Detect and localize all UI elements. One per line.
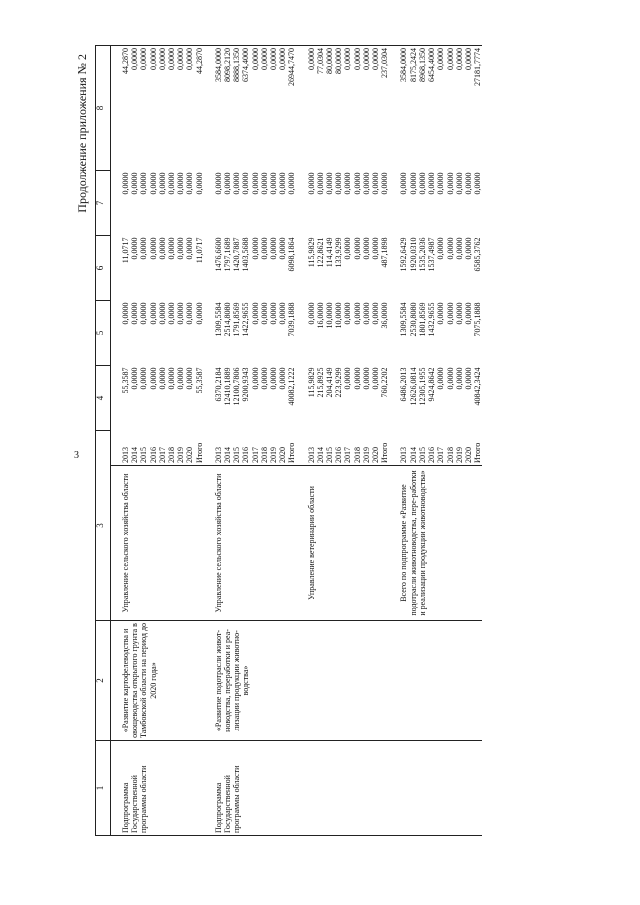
value-c8: 0,0000 [130, 48, 140, 70]
value-c4: 9424,8642 [427, 367, 437, 402]
c8-cell [297, 46, 390, 171]
value-c7: 0,0000 [139, 172, 149, 195]
value-c4: 0,0000 [250, 367, 260, 390]
value-c6: 0,0000 [130, 237, 140, 260]
year-label: 2016 [334, 447, 344, 463]
value-c5: 1432,9655 [427, 302, 437, 337]
value-c6: 0,0000 [436, 237, 446, 260]
value-c7: 0,0000 [436, 172, 446, 195]
value-c6: 1403,5688 [241, 237, 251, 272]
value-c6: 133,9299 [334, 237, 344, 268]
table-row [204, 46, 297, 836]
value-c4: 55,3587 [121, 367, 130, 394]
value-c8: 44,2870 [194, 48, 204, 74]
col-header-2: 2 [96, 621, 111, 741]
value-c8: 0,0000 [167, 48, 177, 70]
rotated-page [75, 46, 575, 846]
year-label: 2013 [306, 447, 316, 463]
c7-cell [204, 171, 297, 236]
value-c5: 10,0000 [325, 302, 335, 329]
value-c8: 8888,1350 [232, 48, 242, 82]
value-c4: 0,0000 [167, 367, 177, 390]
program-name-cell [297, 741, 390, 836]
value-c6: 6585,3762 [473, 237, 483, 272]
c8-cell [204, 46, 297, 171]
value-c4: 12410,1889 [223, 367, 233, 406]
c7-cell [297, 171, 390, 236]
value-c6: 11,0717 [121, 237, 130, 264]
value-c6: 6098,1864 [287, 237, 297, 272]
c6-cell [389, 236, 482, 301]
value-c7: 0,0000 [259, 172, 269, 195]
value-c6: 1797,1689 [223, 237, 233, 272]
value-c6: 1420,7887 [232, 237, 242, 272]
c5-cell [111, 301, 204, 366]
value-c5: 2530,8080 [408, 302, 418, 337]
value-c4: 204,4149 [325, 367, 335, 398]
value-c8: 6374,4000 [241, 48, 251, 82]
value-c5: 1791,8569 [232, 302, 242, 337]
value-c7: 0,0000 [463, 172, 473, 195]
value-c6: 114,4149 [325, 237, 335, 268]
value-c6: 115,9829 [306, 237, 316, 268]
value-c5: 0,0000 [371, 302, 381, 325]
col-header-1: 1 [96, 741, 111, 836]
c6-cell [204, 236, 297, 301]
year-label: 2017 [157, 447, 167, 463]
value-c7: 0,0000 [130, 172, 140, 195]
year-label: 2019 [269, 447, 279, 463]
c7-cell [111, 171, 204, 236]
value-c7: 0,0000 [352, 172, 362, 195]
value-c5: 10,0000 [334, 302, 344, 329]
value-c5: 0,0000 [463, 302, 473, 325]
year-label: 2018 [352, 447, 362, 463]
value-c8: 8175,2424 [408, 48, 418, 82]
value-c8: 26944,7470 [287, 48, 297, 86]
value-c5: 0,0000 [343, 302, 353, 325]
year-label: 2014 [315, 447, 325, 463]
value-c5: 0,0000 [278, 302, 288, 325]
year-label: 2016 [427, 447, 437, 463]
executor-cell: Всего по подпрограмме «Развитие подотрасли животноводства, пере-работки и реализации продукции животноводства» [389, 466, 482, 621]
value-c4: 9200,9343 [241, 367, 251, 402]
value-c8: 0,0000 [454, 48, 464, 70]
value-c6: 0,0000 [250, 237, 260, 260]
value-c8: 3584,0000 [213, 48, 223, 82]
executor-cell: Управление ветеринарии области [297, 466, 390, 621]
value-c7: 0,0000 [343, 172, 353, 195]
value-c5: 0,0000 [259, 302, 269, 325]
year-label: 2017 [250, 447, 260, 463]
value-c5: 0,0000 [361, 302, 371, 325]
value-c8: 44,2870 [121, 48, 130, 74]
subprogram-cell: «Развитие подотрасли живот-новодства, переработки и реа-лизации продукции животно-водства» [204, 621, 297, 741]
value-c6: 0,0000 [454, 237, 464, 260]
value-c6: 0,0000 [259, 237, 269, 260]
c5-cell [389, 301, 482, 366]
value-c8: 80,0000 [325, 48, 335, 74]
value-c6: 0,0000 [352, 237, 362, 260]
program-name-cell [389, 741, 482, 836]
value-c4: 215,8925 [315, 367, 325, 398]
year-label: 2020 [463, 447, 473, 463]
value-c5: 0,0000 [121, 302, 130, 325]
value-c6: 122,8621 [315, 237, 325, 268]
value-c6: 0,0000 [148, 237, 158, 260]
value-c8: 237,0304 [380, 48, 390, 78]
value-c5: 0,0000 [454, 302, 464, 325]
value-c4: 0,0000 [269, 367, 279, 390]
year-label: 2019 [454, 447, 464, 463]
table-row [111, 46, 204, 836]
col-header-5: 5 [96, 301, 111, 366]
value-c4: 0,0000 [148, 367, 158, 390]
value-c8: 8098,2120 [223, 48, 233, 82]
value-c7: 0,0000 [325, 172, 335, 195]
value-c4: 12100,7806 [232, 367, 242, 406]
year-label: 2015 [417, 447, 427, 463]
value-c5: 1801,8569 [417, 302, 427, 337]
value-c5: 0,0000 [436, 302, 446, 325]
value-c7: 0,0000 [287, 172, 297, 195]
value-c8: 0,0000 [185, 48, 195, 70]
year-label: 2020 [278, 447, 288, 463]
year-label: 2015 [325, 447, 335, 463]
year-label: Итого [380, 442, 390, 463]
value-c7: 0,0000 [167, 172, 177, 195]
value-c4: 0,0000 [139, 367, 149, 390]
c8-cell [389, 46, 482, 171]
value-c4: 12626,0814 [408, 367, 418, 406]
value-c5: 0,0000 [352, 302, 362, 325]
value-c7: 0,0000 [334, 172, 344, 195]
value-c5: 0,0000 [306, 302, 316, 325]
subprogram-cell: «Развитие картофелеводства и овощеводства открытого грунта в Тамбовской области на период до 2020 года» [111, 621, 204, 741]
value-c5: 0,0000 [185, 302, 195, 325]
value-c5: 1309,5584 [399, 302, 409, 337]
value-c8: 0,0000 [361, 48, 371, 70]
year-label: Итого [287, 442, 297, 463]
table-row [297, 46, 390, 836]
value-c4: 12305,1955 [417, 367, 427, 406]
value-c8: 8968,1350 [417, 48, 427, 82]
value-c5: 0,0000 [157, 302, 167, 325]
value-c4: 0,0000 [463, 367, 473, 390]
value-c4: 0,0000 [445, 367, 455, 390]
value-c7: 0,0000 [176, 172, 186, 195]
year-label: 2014 [223, 447, 233, 463]
years-cell [297, 431, 390, 466]
value-c6: 487,1898 [380, 237, 390, 268]
c7-cell [389, 171, 482, 236]
value-c7: 0,0000 [278, 172, 288, 195]
value-c6: 1535,2036 [417, 237, 427, 272]
year-label: 2016 [148, 447, 158, 463]
value-c7: 0,0000 [408, 172, 418, 195]
value-c4: 55,3587 [194, 367, 204, 394]
subprogram-cell [389, 621, 482, 741]
value-c8: 0,0000 [148, 48, 158, 70]
value-c5: 0,0000 [445, 302, 455, 325]
value-c7: 0,0000 [371, 172, 381, 195]
value-c8: 80,0000 [334, 48, 344, 74]
value-c5: 16,0000 [315, 302, 325, 329]
c4-cell [297, 366, 390, 431]
value-c5: 0,0000 [130, 302, 140, 325]
value-c6: 0,0000 [343, 237, 353, 260]
value-c6: 1537,4987 [427, 237, 437, 272]
col-header-4: 4 [96, 366, 111, 431]
year-label: 2015 [139, 447, 149, 463]
value-c5: 7075,1888 [473, 302, 483, 337]
year-label: 2014 [408, 447, 418, 463]
value-c7: 0,0000 [315, 172, 325, 195]
value-c6: 0,0000 [463, 237, 473, 260]
value-c8: 0,0000 [463, 48, 473, 70]
value-c8: 0,0000 [343, 48, 353, 70]
column-number-row [96, 46, 111, 836]
value-c5: 0,0000 [148, 302, 158, 325]
value-c5: 0,0000 [139, 302, 149, 325]
value-c7: 0,0000 [194, 172, 204, 195]
year-label: 2014 [130, 447, 140, 463]
value-c8: 0,0000 [139, 48, 149, 70]
value-c5: 36,0000 [380, 302, 390, 329]
value-c4: 0,0000 [157, 367, 167, 390]
col-header-6: 6 [96, 236, 111, 301]
value-c4: 0,0000 [352, 367, 362, 390]
c6-cell [111, 236, 204, 301]
value-c4: 6370,2184 [213, 367, 223, 402]
value-c6: 0,0000 [185, 237, 195, 260]
value-c8: 0,0000 [250, 48, 260, 70]
value-c7: 0,0000 [399, 172, 409, 195]
value-c6: 1592,6429 [399, 237, 409, 272]
year-label: 2016 [241, 447, 251, 463]
value-c8: 0,0000 [278, 48, 288, 70]
value-c8: 0,0000 [157, 48, 167, 70]
value-c8: 0,0000 [371, 48, 381, 70]
value-c7: 0,0000 [361, 172, 371, 195]
value-c7: 0,0000 [380, 172, 390, 195]
program-name-cell: Подпрограмма Государственной программы области [204, 741, 297, 836]
value-c6: 0,0000 [139, 237, 149, 260]
value-c6: 0,0000 [361, 237, 371, 260]
value-c7: 0,0000 [306, 172, 316, 195]
table-row [389, 46, 482, 836]
years-cell [389, 431, 482, 466]
value-c6: 0,0000 [269, 237, 279, 260]
budget-table [95, 45, 482, 836]
c4-cell [111, 366, 204, 431]
value-c4: 0,0000 [176, 367, 186, 390]
value-c5: 0,0000 [250, 302, 260, 325]
year-label: 2020 [371, 447, 381, 463]
year-label: 2019 [361, 447, 371, 463]
year-label: 2013 [399, 447, 409, 463]
value-c8: 0,0000 [306, 48, 316, 70]
value-c4: 223,9299 [334, 367, 344, 398]
value-c4: 0,0000 [278, 367, 288, 390]
c4-cell [204, 366, 297, 431]
value-c7: 0,0000 [250, 172, 260, 195]
col-header-7: 7 [96, 171, 111, 236]
value-c6: 0,0000 [445, 237, 455, 260]
value-c6: 1920,0310 [408, 237, 418, 272]
value-c6: 0,0000 [176, 237, 186, 260]
value-c8: 6454,4000 [427, 48, 437, 82]
c4-cell [389, 366, 482, 431]
value-c8: 3584,0000 [399, 48, 409, 82]
value-c6: 0,0000 [167, 237, 177, 260]
value-c7: 0,0000 [213, 172, 223, 195]
value-c8: 0,0000 [176, 48, 186, 70]
value-c4: 0,0000 [361, 367, 371, 390]
value-c6: 11,0717 [194, 237, 204, 264]
page-number: 3 [74, 450, 79, 461]
value-c6: 0,0000 [371, 237, 381, 260]
value-c5: 1309,5584 [213, 302, 223, 337]
c5-cell [204, 301, 297, 366]
value-c7: 0,0000 [185, 172, 195, 195]
year-label: 2018 [445, 447, 455, 463]
executor-cell: Управление сельского хозяйства области [111, 466, 204, 621]
value-c4: 115,9829 [306, 367, 316, 398]
value-c7: 0,0000 [232, 172, 242, 195]
value-c4: 0,0000 [185, 367, 195, 390]
value-c4: 6486,2013 [399, 367, 409, 402]
value-c4: 0,0000 [436, 367, 446, 390]
c6-cell [297, 236, 390, 301]
appendix-title: Продолжение приложения № 2 [75, 54, 89, 213]
value-c4: 0,0000 [130, 367, 140, 390]
value-c7: 0,0000 [223, 172, 233, 195]
year-label: 2017 [436, 447, 446, 463]
value-c7: 0,0000 [121, 172, 130, 195]
value-c8: 77,0304 [315, 48, 325, 74]
year-label: 2013 [213, 447, 223, 463]
value-c8: 0,0000 [352, 48, 362, 70]
year-label: 2013 [121, 447, 130, 463]
value-c5: 1422,9655 [241, 302, 251, 337]
value-c4: 0,0000 [454, 367, 464, 390]
years-cell [204, 431, 297, 466]
value-c6: 1476,6600 [213, 237, 223, 272]
value-c5: 0,0000 [269, 302, 279, 325]
value-c5: 0,0000 [176, 302, 186, 325]
value-c7: 0,0000 [148, 172, 158, 195]
value-c7: 0,0000 [157, 172, 167, 195]
value-c7: 0,0000 [454, 172, 464, 195]
value-c8: 27181,7774 [473, 48, 483, 86]
value-c6: 0,0000 [157, 237, 167, 260]
c5-cell [297, 301, 390, 366]
value-c7: 0,0000 [417, 172, 427, 195]
year-label: 2019 [176, 447, 186, 463]
year-label: 2017 [343, 447, 353, 463]
value-c7: 0,0000 [473, 172, 483, 195]
value-c8: 0,0000 [445, 48, 455, 70]
value-c4: 0,0000 [343, 367, 353, 390]
value-c6: 0,0000 [278, 237, 288, 260]
years-cell [111, 431, 204, 466]
c8-cell [111, 46, 204, 171]
value-c7: 0,0000 [241, 172, 251, 195]
col-header-8: 8 [96, 46, 111, 171]
value-c5: 0,0000 [167, 302, 177, 325]
value-c4: 0,0000 [371, 367, 381, 390]
value-c8: 0,0000 [259, 48, 269, 70]
year-label: 2018 [167, 447, 177, 463]
year-label: 2015 [232, 447, 242, 463]
value-c7: 0,0000 [269, 172, 279, 195]
value-c4: 40082,1222 [287, 367, 297, 406]
executor-cell: Управление сельского хозяйства области [204, 466, 297, 621]
value-c4: 0,0000 [259, 367, 269, 390]
value-c5: 0,0000 [194, 302, 204, 325]
value-c7: 0,0000 [445, 172, 455, 195]
subprogram-cell [297, 621, 390, 741]
program-name-cell: Подпрограмма Государственной программы области [111, 741, 204, 836]
col-header-3: 3 [96, 431, 111, 621]
year-label: Итого [194, 442, 204, 463]
value-c5: 2514,8080 [223, 302, 233, 337]
year-label: Итого [473, 442, 483, 463]
value-c4: 40842,3424 [473, 367, 483, 406]
value-c8: 0,0000 [269, 48, 279, 70]
value-c4: 760,2202 [380, 367, 390, 398]
year-label: 2018 [259, 447, 269, 463]
year-label: 2020 [185, 447, 195, 463]
value-c8: 0,0000 [436, 48, 446, 70]
value-c7: 0,0000 [427, 172, 437, 195]
value-c5: 7039,1888 [287, 302, 297, 337]
